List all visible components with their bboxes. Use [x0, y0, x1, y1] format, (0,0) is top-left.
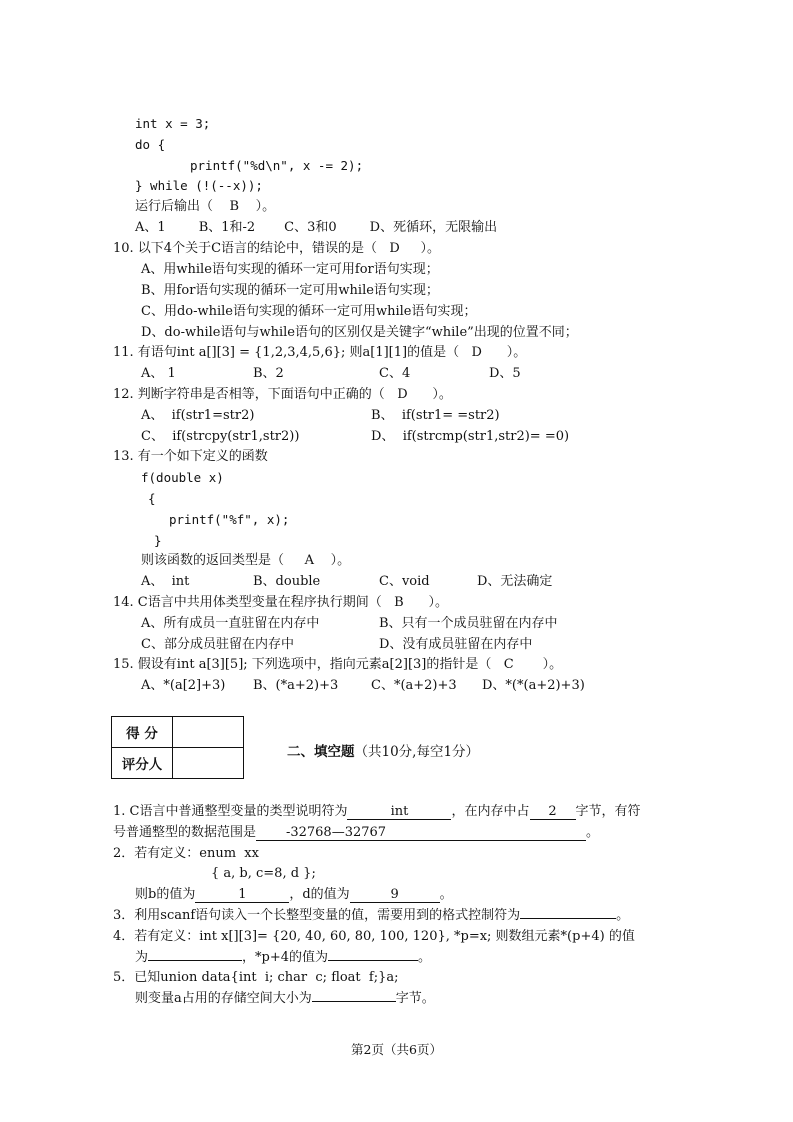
- q12-option-b: B、 if(str1= =str2): [371, 408, 500, 423]
- fill-4-line-2: [135, 950, 431, 966]
- fill-2-text-c: 则b的值为: [135, 887, 196, 902]
- q13-code-line-3: printf("%f", x);: [169, 512, 290, 527]
- q14-stem: 14. C语言中共用体类型变量在程序执行期间（ B ）。: [113, 595, 448, 610]
- fill-1-text-a: 1. C语言中普通整型变量的类型说明符为: [113, 804, 348, 819]
- q9-code-line-1: int x = 3;: [135, 116, 211, 131]
- fill-1-text-d: 号普通整型的数据范围是: [113, 825, 257, 840]
- fill-4-line-1: 4．若有定义：int x[][3]= {20, 40, 60, 80, 100, 120}, *p=x; 则数组元素*(p+4) 的值: [113, 929, 635, 944]
- fill-1-text-e: 。: [586, 825, 600, 840]
- fill-4-blank-2[interactable]: [328, 960, 418, 961]
- q11-stem: 11. 有语句int a[][3] = {1,2,3,4,5,6}; 则a[1][1]的值是（ D ）。: [113, 345, 527, 360]
- fill-1-line-2: [113, 825, 599, 841]
- q10-option-a: A、用while语句实现的循环一定可用for语句实现；: [141, 262, 439, 277]
- fill-2-line-1: 2．若有定义：enum xx: [113, 846, 259, 861]
- page-footer: 第2页（共6页）: [351, 1042, 442, 1057]
- q14-option-a: A、所有成员一直驻留在内存中: [141, 616, 320, 631]
- q11-option-c: C、4: [379, 366, 411, 381]
- fill-5-line-2: [135, 991, 435, 1007]
- section-2-title: 二、填空题: [287, 744, 355, 760]
- q9-code-line-2: do {: [135, 137, 166, 152]
- fill-5-text-c: 字节。: [395, 991, 435, 1006]
- score-box: [111, 716, 244, 779]
- q13-code-line-2: {: [148, 491, 156, 506]
- q15-option-a: A、*(a[2]+3): [141, 678, 226, 693]
- q13-option-c: C、void: [379, 574, 430, 589]
- fill-2-text-d: ，d的值为: [289, 887, 350, 902]
- q15-stem: 15. 假设有int a[3][5]; 下列选项中，指向元素a[2][3]的指针是（ C ）。: [113, 657, 563, 672]
- fill-1-answer-3: -32768—32767: [285, 825, 387, 840]
- q12-option-d: D、 if(strcmp(str1,str2)= =0): [371, 429, 570, 444]
- q9-code-line-4: } while (!(--x));: [135, 178, 263, 193]
- fill-2-text-e: 。: [439, 887, 453, 902]
- q10-stem: 10. 以下4个关于C语言的结论中，错误的是（ D ）。: [113, 241, 441, 256]
- q12-option-a: A、 if(str1=str2): [141, 408, 255, 423]
- q13-option-a: A、 int: [141, 574, 190, 589]
- q11-option-a: A、 1: [141, 366, 176, 381]
- q11-option-d: D、5: [489, 366, 521, 381]
- q9-question: 运行后输出（ B ）。: [135, 199, 276, 214]
- grader-label: 评分人: [112, 748, 173, 779]
- fill-4-text-e: 。: [418, 950, 432, 965]
- q12-stem: 12. 判断字符串是否相等，下面语句中正确的（ D ）。: [113, 387, 452, 402]
- fill-1-blank-3[interactable]: [256, 825, 586, 841]
- fill-2-line-2: { a, b, c=8, d };: [211, 866, 316, 881]
- fill-3-text-e: 。: [616, 908, 630, 923]
- q14-option-d: D、没有成员驻留在内存中: [379, 637, 533, 652]
- q15-option-b: B、(*a+2)+3: [253, 678, 339, 693]
- fill-5-line-1: 5．已知union data{int i; char c; float f;}a;: [113, 970, 399, 985]
- q13-option-d: D、无法确定: [477, 574, 553, 589]
- fill-5-text-b: 则变量a占用的存储空间大小为: [135, 991, 312, 1006]
- q13-code-line-4: }: [154, 533, 162, 548]
- grader-field[interactable]: [173, 748, 244, 779]
- fill-5-blank[interactable]: [312, 1001, 396, 1002]
- score-label: 得 分: [112, 717, 173, 748]
- q10-option-d: D、do-while语句与while语句的区别仅是关键字“while”出现的位置不同；: [141, 325, 578, 340]
- q13-code-line-1: f(double x): [141, 470, 224, 485]
- fill-4-blank-1[interactable]: [148, 960, 242, 961]
- fill-2-blank-1[interactable]: 1: [195, 887, 289, 903]
- q13-stem: 13. 有一个如下定义的函数: [113, 449, 268, 464]
- q15-option-c: C、*(a+2)+3: [371, 678, 457, 693]
- fill-1-blank-1[interactable]: int: [347, 804, 451, 820]
- q12-option-c: C、 if(strcpy(str1,str2)): [141, 429, 300, 444]
- q9-code-line-3: printf("%d\n", x -= 2);: [190, 158, 364, 173]
- fill-3-line: [113, 908, 629, 924]
- section-2-heading: [287, 740, 479, 760]
- fill-1-text-b: ，在内存中占: [451, 804, 530, 819]
- q9-options: A、1 B、1和-2 C、3和0 D、死循环，无限输出: [135, 220, 498, 235]
- fill-2-blank-2[interactable]: 9: [350, 887, 440, 903]
- fill-4-text-c: ，*p+4的值为: [242, 950, 329, 965]
- fill-1-text-c: 字节，有符: [575, 804, 641, 819]
- q15-option-d: D、*(*(a+2)+3): [482, 678, 585, 693]
- q11-option-b: B、2: [253, 366, 284, 381]
- q10-option-b: B、用for语句实现的循环一定可用while语句实现；: [141, 283, 439, 298]
- fill-2-line-3: [135, 887, 453, 903]
- fill-3-blank[interactable]: [520, 918, 616, 919]
- q13-option-b: B、double: [253, 574, 321, 589]
- q13-question: 则该函数的返回类型是（ A ）。: [141, 553, 351, 568]
- q14-option-b: B、只有一个成员驻留在内存中: [379, 616, 558, 631]
- fill-3-text-a: 3．利用scanf语句读入一个长整型变量的值，需要用到的格式控制符为: [113, 908, 521, 923]
- fill-1-blank-2[interactable]: 2: [530, 804, 576, 820]
- q10-option-c: C、用do-while语句实现的循环一定可用while语句实现；: [141, 304, 477, 319]
- score-field[interactable]: [173, 717, 244, 748]
- fill-1-line-1: [113, 804, 641, 820]
- fill-4-text-b: 为: [135, 950, 149, 965]
- section-2-detail: （共10分,每空1分）: [354, 744, 480, 760]
- q14-option-c: C、部分成员驻留在内存中: [141, 637, 294, 652]
